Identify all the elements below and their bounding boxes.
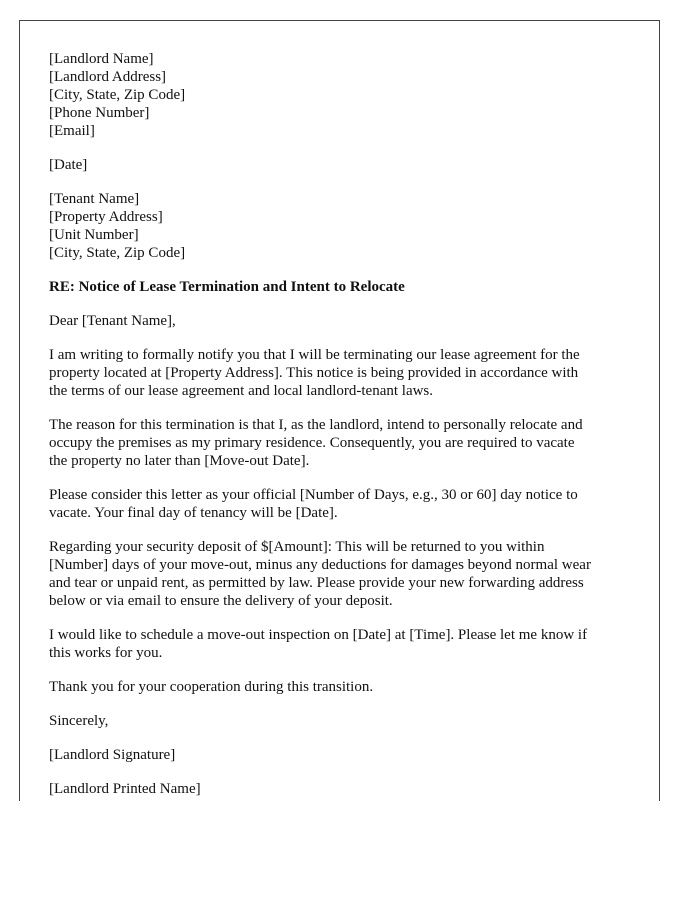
sender-line: [City, State, Zip Code]: [49, 87, 186, 103]
body-paragraph: [49, 626, 659, 662]
subject-line: [49, 278, 659, 296]
body-line: Thank you for your cooperation during this transition.: [49, 679, 374, 695]
date: [49, 156, 659, 174]
body-line: the terms of our lease agreement and local landlord-tenant laws.: [49, 383, 434, 399]
body-line: I would like to schedule a move-out inspection on [Date] at [Time]. Please let me know if: [49, 627, 588, 643]
body-line: occupy the premises as my primary residence. Consequently, you are required to vacate: [49, 435, 575, 451]
body-line: Please consider this letter as your official [Number of Days, e.g., 30 or 60] day notice to: [49, 487, 578, 503]
recipient-block: [49, 190, 659, 262]
sender-block: [49, 50, 659, 140]
body-paragraph: [49, 416, 659, 470]
recipient-line: [Unit Number]: [49, 227, 139, 243]
date-text: [Date]: [49, 157, 88, 173]
closing-text: Sincerely,: [49, 713, 109, 729]
closing: [49, 712, 659, 730]
body-paragraph: [49, 538, 659, 610]
salutation: [49, 312, 659, 330]
body-line: property located at [Property Address]. This notice is being provided in accordance with: [49, 365, 579, 381]
salutation-text: Dear [Tenant Name],: [49, 313, 176, 329]
sender-line: [Landlord Address]: [49, 69, 167, 85]
body-line: and tear or unpaid rent, as permitted by law. Please provide your new forwarding address: [49, 575, 584, 591]
body-paragraph: [49, 346, 659, 400]
body-line: below or via email to ensure the delivery of your deposit.: [49, 593, 393, 609]
sender-line: [Email]: [49, 123, 95, 139]
body-line: I am writing to formally notify you that I will be terminating our lease agreement for the: [49, 347, 580, 363]
recipient-line: [Tenant Name]: [49, 191, 140, 207]
recipient-line: [Property Address]: [49, 209, 163, 225]
sender-line: [Phone Number]: [49, 105, 150, 121]
body-line: The reason for this termination is that I, as the landlord, intend to personally relocate and: [49, 417, 583, 433]
body-paragraph: [49, 678, 659, 696]
body-line: vacate. Your final day of tenancy will be [Date].: [49, 505, 338, 521]
signature-text: [Landlord Signature]: [49, 747, 176, 763]
recipient-line: [City, State, Zip Code]: [49, 245, 186, 261]
subject-text: RE: Notice of Lease Termination and Intent to Relocate: [49, 279, 405, 295]
printed-name: [49, 780, 659, 798]
printed-name-text: [Landlord Printed Name]: [49, 781, 201, 797]
sender-line: [Landlord Name]: [49, 51, 154, 67]
body-line: the property no later than [Move-out Date].: [49, 453, 310, 469]
body-line: Regarding your security deposit of $[Amount]: This will be returned to you within: [49, 539, 545, 555]
letter-page: [19, 20, 660, 801]
body-line: [Number] days of your move-out, minus any deductions for damages beyond normal wear: [49, 557, 591, 573]
body-line: this works for you.: [49, 645, 163, 661]
body-paragraph: [49, 486, 659, 522]
signature: [49, 746, 659, 764]
